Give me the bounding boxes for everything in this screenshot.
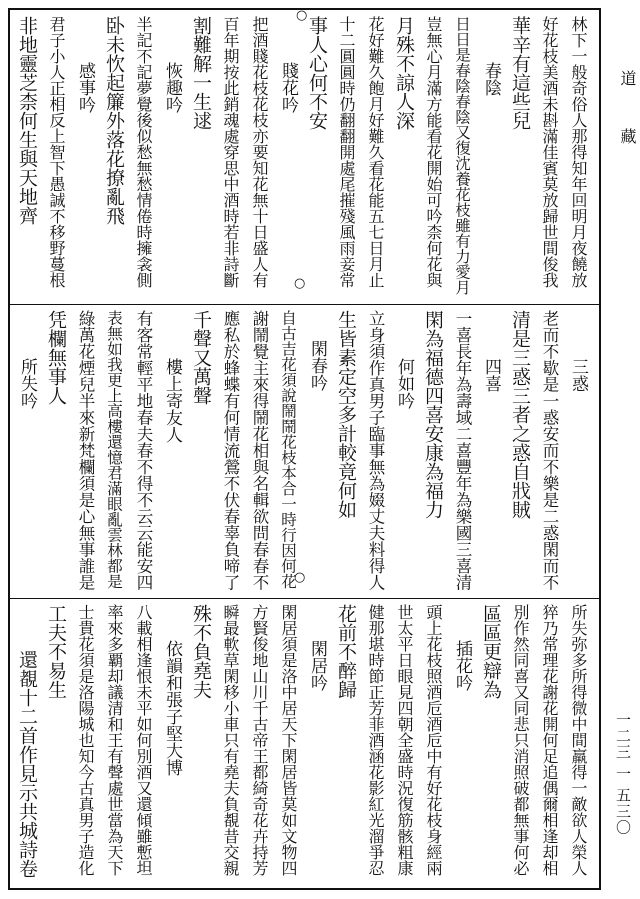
text-column: 閑居須是洛中居天下閑居皆莫如文物四 — [279, 604, 298, 876]
page-number: 一二三 一 五三〇 — [614, 712, 632, 836]
poem-title: 所失吟 — [17, 358, 37, 409]
text-column: 一喜長年為壽域二喜豐年為樂國三喜清 — [453, 310, 472, 591]
text-column: 十二圓圓時仍翻翻開處尾摧殘風雨妾常 — [337, 16, 356, 288]
text-column: 自古吉花須說鬧鬧花枝本合一時行因何花 — [279, 310, 297, 589]
text-column: 閑為福德四喜安康為福力 — [422, 310, 444, 519]
text-column: 殊不負堯夫 — [190, 604, 212, 699]
text-column: 別作然同喜又同悲只消照破都無事何必 — [511, 604, 530, 876]
punctuation-circle: ○ — [294, 570, 306, 585]
text-column: 割難解一生逑 — [190, 16, 212, 130]
text-column: 事人心何不安 — [306, 16, 328, 130]
text-column: 把酒賤花枝花枝亦要知花無十日盛人有 — [250, 16, 269, 288]
poem-title: 賤花吟 — [278, 62, 298, 113]
text-column: 清是三惑三者之惑自戕賊 — [509, 310, 531, 519]
text-column: 應私於蜂蝶有何情流鶯不伏春辜負啼了 — [221, 310, 240, 591]
text-column: 凭欄無事人 — [45, 310, 67, 405]
text-column: 區區更辯為 — [480, 604, 502, 699]
poem-title: 樓上寄友人 — [162, 358, 182, 443]
text-column: 千聲又萬聲 — [190, 310, 212, 405]
text-column: 健那堪時節正芳菲酒涵花影紅光溜爭忍 — [366, 604, 385, 876]
text-column: 華辛有這些兒 — [509, 16, 531, 130]
poem-title: 感事吟 — [75, 62, 95, 113]
text-column: 好花枝美酒未斟滿佳賓莫放歸世間俊我 — [540, 16, 559, 288]
poem-title: 春陰 — [481, 62, 501, 96]
text-column: 謝鬧覺主來得鬧花相與名輯欲問春春不 — [250, 310, 269, 591]
text-column: 還覩十二首作見示共城詩卷 — [16, 650, 38, 878]
text-column: 士貴花須是洛陽城也知今古真男子造化 — [76, 604, 95, 876]
block-divider — [8, 598, 601, 599]
text-column: 有客常輕平地春夫春不得不云云能安四 — [134, 310, 153, 591]
text-column: 非地靈芝柰何生與天地齊 — [16, 16, 38, 225]
text-column: 君子小人正相反上智下愚誠不移野蔓根 — [47, 16, 66, 288]
text-column: 花前不醉歸 — [335, 604, 357, 699]
collection-label: 藏 — [618, 128, 637, 144]
text-column: 生皆素定空多計較竟何如 — [335, 310, 357, 519]
text-column: 猝乃常理花謝花開何足追偶爾相逢却相 — [540, 604, 559, 876]
poem-title: 閑居吟 — [307, 640, 327, 691]
text-column: 卧未忺起簾外落花撩亂飛 — [103, 16, 125, 225]
text-column: 方賢俊地山川千古帝王都綺奇花卉持芳 — [250, 604, 269, 876]
text-column: 綠萬花煙兒半來新梵欄須是心無事誰是 — [76, 310, 95, 591]
text-column: 率來多覇却議清和王有聲處世當為天下 — [105, 604, 124, 876]
text-column: 表無如我更上高樓還憶君滿眼亂雲林都是 — [105, 310, 123, 589]
text-column: 百年期按此銷魂處穿思中酒時若非詩斷 — [221, 16, 240, 288]
text-column: 花好難久飽月好難久看花能五七日月止 — [366, 16, 385, 288]
text-column: 日日是春陰春陰又復沈養花枝雖有力愛月 — [453, 16, 471, 295]
text-column: 頭上花枝照酒卮酒卮中有好花枝身經兩 — [424, 604, 443, 876]
poem-title: 恢趣吟 — [162, 62, 182, 113]
text-column: 林下一般奇俗人那得知年回明月夜饒放 — [569, 16, 588, 288]
poem-title: 何如吟 — [394, 358, 414, 409]
text-column: 月殊不諒人深 — [393, 16, 415, 130]
punctuation-circle: ○ — [296, 8, 308, 23]
text-column: 工夫不易生 — [45, 604, 67, 699]
volume-mark: 道 — [618, 70, 637, 86]
text-column: 世太平日眼見四朝全盛時況復筋骸粗康 — [395, 604, 414, 876]
poem-title: 四喜 — [481, 358, 501, 392]
text-column: 豈無心月滿方能看花開始可吟柰何花與 — [424, 16, 443, 288]
text-column: 立身須作真男子臨事無為娺丈夫料得人 — [366, 310, 385, 591]
text-column: 八載相逢恨未平如何別酒又還傾雖慙坦 — [134, 604, 153, 876]
text-column: 所失弥多所得微中間羸得一敵欲人榮人 — [569, 604, 588, 876]
poem-title: 閑春吟 — [307, 340, 327, 391]
poem-title: 三惑 — [568, 358, 588, 392]
poem-title: 依韻和張子堅大博 — [162, 640, 182, 776]
text-column: 瞬最軟草閑移小車只有堯夫負覩昔交親 — [221, 604, 240, 876]
block-divider — [8, 304, 601, 305]
text-column: 老而不歇是一惑安而不樂是二惑閑而不 — [540, 310, 559, 591]
punctuation-circle: ○ — [294, 276, 306, 291]
poem-title: 插花吟 — [452, 640, 472, 691]
text-column: 半記不記夢覺後似愁無愁情倦時擁衾側 — [134, 16, 153, 288]
